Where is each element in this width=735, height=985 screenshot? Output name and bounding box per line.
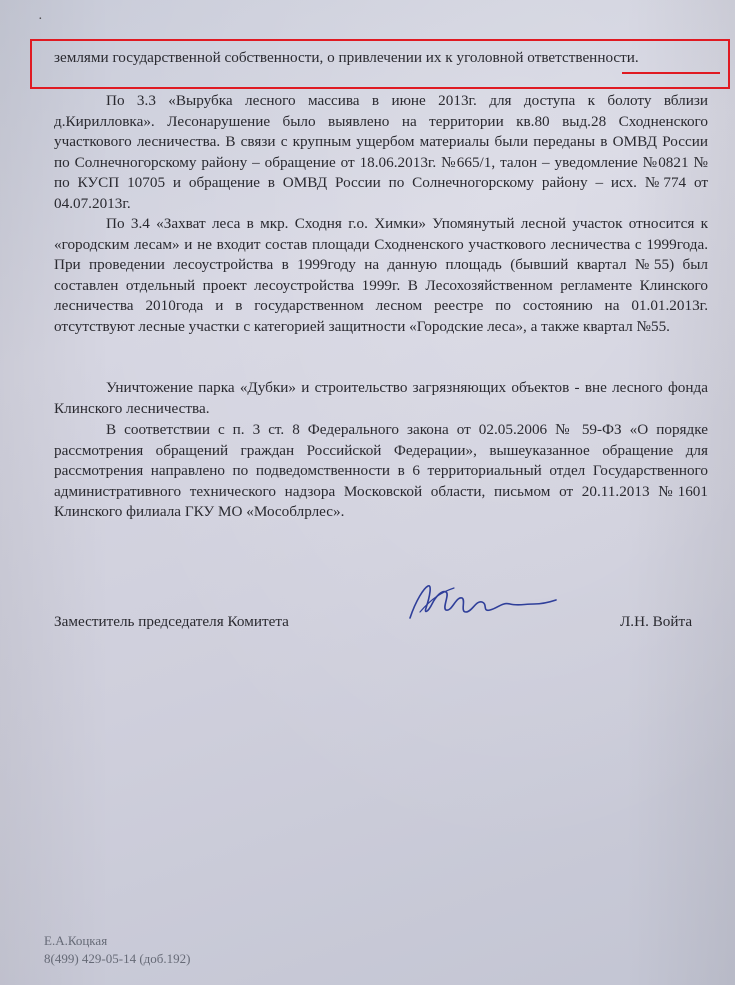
paragraph-text: Уничтожение парка «Дубки» и строительство загрязняющих объектов - вне лесного фонда Клинского лесничества. (54, 379, 708, 417)
highlight-underline (622, 72, 720, 74)
paragraph-item-3-3 (54, 91, 708, 215)
corner-mark: · (38, 12, 43, 27)
signatory-name: Л.Н. Войта (620, 613, 693, 630)
paragraph-text: По 3.3 «Вырубка лесного массива в июне 2013г. для доступа к болоту вблизи д.Кирилловка». Лесонарушение было выявлено на территории кв.80 выд.28 Сходненского участкового лесничества. В связи с крупным ущербом материалы были переданы в ОМВД России по Солнечногорскому району – обращение от 18.06.2013г. №665/1, талон – уведомление №0821 № по КУСП 10705 и обращение в ОМВД России по Солнечногорскому району – исх. №774 от 04.07.2013г. (54, 92, 708, 212)
paragraph-text: землями государственной собственности, о привлечении их к уголовной ответственности. (54, 49, 639, 66)
executor-phone: 8(499) 429-05-14 (доб.192) (44, 951, 191, 966)
paragraph-park-dubki (54, 378, 708, 419)
handwritten-signature (402, 578, 560, 630)
executor-name: Е.А.Коцкая (44, 933, 108, 948)
paragraph-text: В соответствии с п. 3 ст. 8 Федерального закона от 02.05.2006 № 59-ФЗ «О порядке рассмотрения обращений граждан Российской Федерации», вышеуказанное обращение для рассмотрения направлено по подведомственности в 6 территориальный отдел Государственного административного технического надзора Московской области, письмом от 20.11.2013 №1601 Клинского филиала ГКУ МО «Мособлрлес». (54, 421, 708, 521)
paragraph-text: По 3.4 «Захват леса в мкр. Сходня г.о. Химки» Упомянутый лесной участок относится к «городским лесам» и не входит состав площади Сходненского участкового лесничества с 1999года. При проведении лесоустройства в 1999году на данную площадь (бывший квартал №55) был составлен отдельный проект лесоустройства 1999г. В Лесохозяйственном регламенте Клинского лесничества 2010года и в государственном лесном реестре по состоянию на 01.01.2013г. отсутствуют лесные участки с категорией защитности «Городские леса», а также квартал №55. (54, 215, 708, 335)
signatory-title: Заместитель председателя Комитета (54, 613, 289, 630)
paragraph-federal-law (54, 420, 708, 523)
paragraph-liability (54, 48, 708, 69)
paragraph-item-3-4 (54, 214, 708, 338)
